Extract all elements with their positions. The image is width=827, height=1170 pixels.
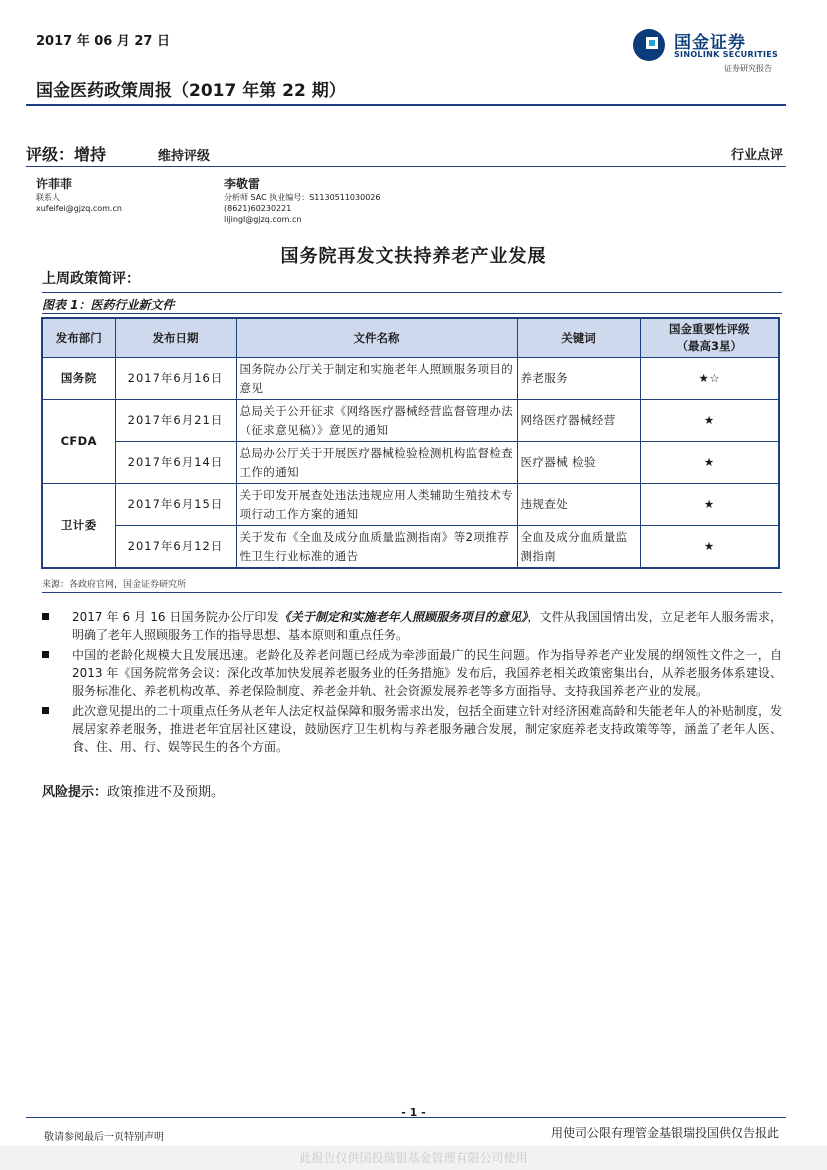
col-header-dept: 发布部门 [42, 318, 115, 358]
col-header-keyword: 关键词 [517, 318, 640, 358]
list-item [42, 608, 782, 644]
analyst-email[interactable]: lijingl@gjzq.com.cn [224, 215, 302, 224]
page-number: - 1 - [401, 1106, 426, 1119]
table-header-row [42, 318, 779, 358]
section-title: 上周政策简评： [42, 271, 140, 287]
bullet-emphasis: 《关于制定和实施老年人照顾服务项目的意见》 [278, 610, 528, 624]
table-row [42, 400, 779, 442]
rating-stars: ★☆ [640, 358, 779, 400]
dept-cell: 国务院 [42, 358, 115, 400]
bullet-text: ，文件从我国国情出发，立足老年人服务需求，明确了老年人照顾服务工作的指导思想、基本原则和重点任务。 [72, 610, 782, 642]
bullet-text: 2017 年 6 月 16 日国务院办公厅印发 [72, 610, 279, 624]
doc-name-cell: 关于发布《全血及成分血质量监测指南》等2项推荐性卫生行业标准的通告 [236, 526, 517, 569]
policy-table [41, 317, 780, 569]
figure-divider [42, 313, 782, 314]
dept-cell: CFDA [42, 400, 115, 484]
rating-stars: ★ [640, 526, 779, 569]
table-source: 来源：各政府官网，国金证券研究所 [42, 580, 187, 590]
dept-cell: 卫计委 [42, 484, 115, 569]
doc-name-cell: 国务院办公厅关于制定和实施老年人照顾服务项目的意见 [236, 358, 517, 400]
square-bullet-icon [42, 613, 49, 620]
col-header-rating [640, 318, 779, 358]
rating-stars: ★ [640, 400, 779, 442]
footer-divider [26, 1117, 786, 1118]
figure-label: 图表 1：医药行业新文件 [42, 298, 175, 312]
analyst-lead [224, 175, 380, 225]
analyst-name: 李敬雷 [224, 177, 261, 191]
source-divider [42, 592, 782, 593]
footer-disclaimer: 敬请参阅最后一页特别声明 [44, 1132, 164, 1143]
list-item [42, 646, 782, 700]
footer-usage-note: 用使司公限有理管金基银瑞投国供仅告报此 [550, 1126, 779, 1140]
analyst-contact [36, 175, 122, 214]
keyword-cell: 医疗器械 检验 [517, 442, 640, 484]
company-logo [632, 26, 792, 78]
table-row [42, 484, 779, 526]
rating-divider [26, 166, 786, 167]
report-category: 行业点评 [730, 148, 783, 163]
report-date: 2017 年 06 月 27 日 [36, 34, 170, 49]
date-cell: 2017年6月15日 [115, 484, 236, 526]
commentary-list [42, 608, 782, 758]
date-cell: 2017年6月12日 [115, 526, 236, 569]
date-cell: 2017年6月16日 [115, 358, 236, 400]
keyword-cell: 养老服务 [517, 358, 640, 400]
risk-note [42, 781, 224, 800]
keyword-cell: 网络医疗器械经营 [517, 400, 640, 442]
table-row [42, 442, 779, 484]
rating-note: 维持评级 [158, 149, 211, 164]
analyst-sac: 分析师 SAC 执业编号：S1130511030026 [224, 193, 381, 202]
article-headline: 国务院再发文扶持养老产业发展 [280, 246, 547, 267]
analyst-role: 联系人 [36, 193, 60, 202]
report-title: 国金医药政策周报（2017 年第 22 期） [36, 81, 346, 101]
col-header-date: 发布日期 [115, 318, 236, 358]
keyword-cell: 全血及成分血质量监测指南 [517, 526, 640, 569]
square-bullet-icon [42, 651, 49, 658]
risk-text: 政策推进不及预期。 [107, 785, 225, 800]
header-divider [26, 104, 786, 106]
section-divider [42, 292, 782, 293]
rating-stars: ★ [640, 484, 779, 526]
col-header-name: 文件名称 [236, 318, 517, 358]
analyst-email[interactable]: xufeifei@gjzq.com.cn [36, 204, 122, 213]
logo-text-cn: 国金证券 [674, 33, 746, 53]
square-bullet-icon [42, 707, 49, 714]
rating-label: 评级：增持 [26, 145, 107, 164]
rating-stars: ★ [640, 442, 779, 484]
table-row [42, 526, 779, 569]
doc-name-cell: 总局关于公开征求《网络医疗器械经营监督管理办法（征求意见稿）》意见的通知 [236, 400, 517, 442]
logo-subtitle: 证券研究报告 [724, 64, 772, 73]
analyst-phone: (8621)60230221 [224, 204, 292, 213]
usage-watermark: 此报告仅供国投瑞银基金管理有限公司使用 [0, 1146, 827, 1170]
table-row [42, 358, 779, 400]
bullet-text: 中国的老龄化规模大且发展迅速。老龄化及养老问题已经成为牵涉面最广的民生问题。作为指导养老产业发展的纲领性文件之一，自 2013 年《国务院常务会议：深化改革加快发展养老服务业的任务措施》发布后，我国养老相关政策密集出台，从养老服务体系建设、服务标准化、养老机构改革、养老保险制度、养老金并轨、社会资源发展养老等多方面指导、支持我国养老产业的发展。 [72, 648, 782, 698]
bullet-text: 此次意见提出的二十项重点任务从老年人法定权益保障和服务需求出发，包括全面建立针对经济困难高龄和失能老年人的补贴制度，发展居家养老服务，推进老年宜居社区建设，鼓励医疗卫生机构与养老服务融合发展，制定家庭养老支持政策等等，涵盖了老年人医、食、住、用、行、娱等民生的各个方面。 [72, 704, 782, 754]
keyword-cell: 违规查处 [517, 484, 640, 526]
date-cell: 2017年6月14日 [115, 442, 236, 484]
list-item [42, 702, 782, 756]
risk-label: 风险提示： [42, 785, 108, 800]
logo-mark-icon [632, 28, 666, 62]
col-header-rating-line1: 国金重要性评级 [669, 322, 750, 336]
analyst-name: 许菲菲 [36, 177, 73, 191]
col-header-rating-line2: （最高3星） [676, 339, 742, 353]
doc-name-cell: 关于印发开展查处违法违规应用人类辅助生殖技术专项行动工作方案的通知 [236, 484, 517, 526]
logo-text-en: SINOLINK SECURITIES [674, 50, 779, 59]
doc-name-cell: 总局办公厅关于开展医疗器械检验检测机构监督检查工作的通知 [236, 442, 517, 484]
date-cell: 2017年6月21日 [115, 400, 236, 442]
